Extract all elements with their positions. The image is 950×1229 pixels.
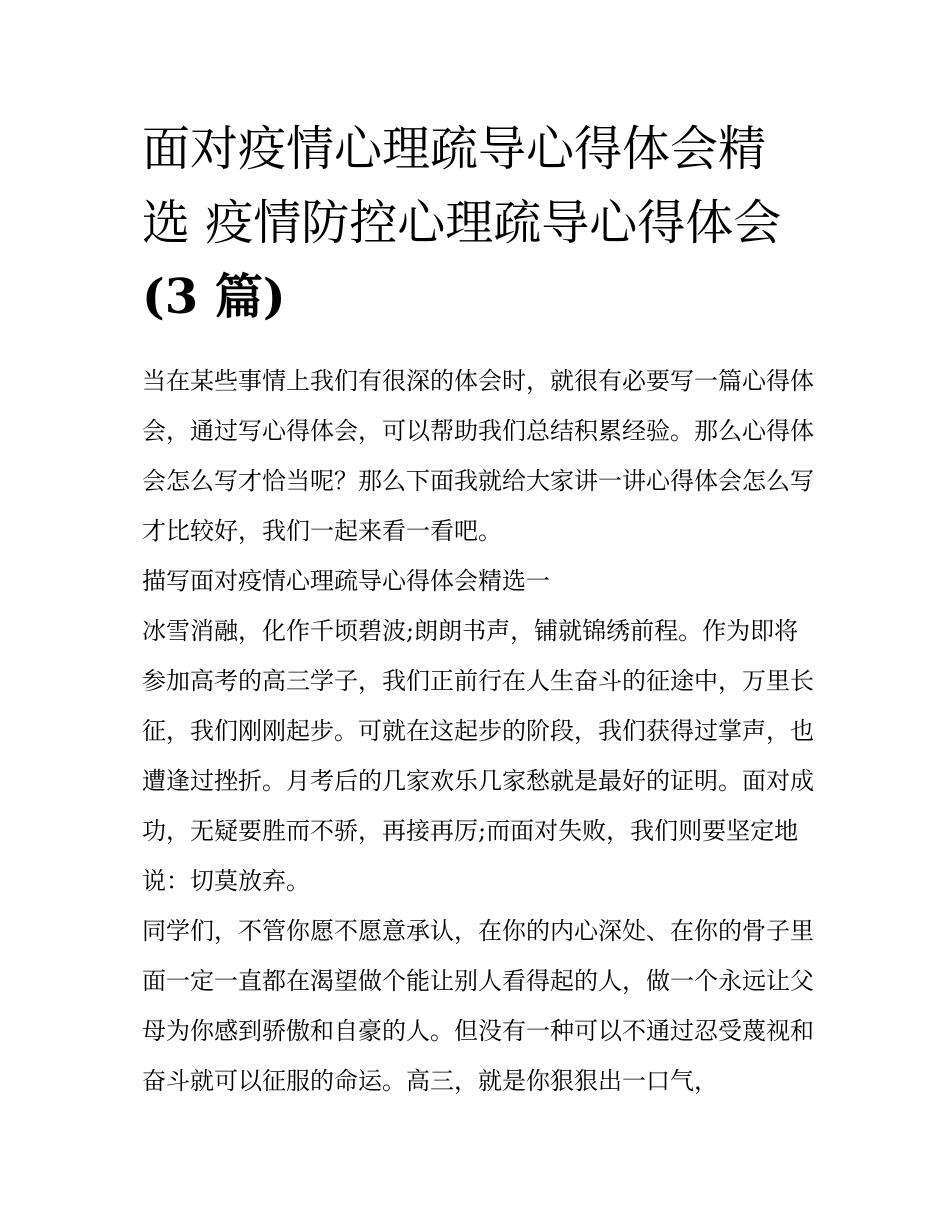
body-paragraph-1: 冰雪消融，化作千顷碧波;朗朗书声，铺就锦绣前程。作为即将参加高考的高三学子，我们正前行在人生奋斗的征途中，万里长征，我们刚刚起步。可就在这起步的阶段，我们获得过掌声，也遭逢过挫折。月考后的几家欢乐几家愁就是最好的证明。面对成功，无疑要胜而不骄，再接再厉;而面对失败，我们则要坚定地说：切莫放弃。 (142, 617, 814, 895)
title-line-1: 面对疫情心理疏导心得体会精 (142, 121, 767, 177)
title-line-2: 选 疫情防控心理疏导心得体会 (142, 195, 782, 251)
document-body (142, 356, 814, 1106)
section-heading: 描写面对疫情心理疏导心得体会精选一 (142, 567, 550, 595)
body-paragraph-2: 同学们，不管你愿不愿意承认，在你的内心深处、在你的骨子里面一定一直都在渴望做个能让别人看得起的人，做一个永远让父母为你感到骄傲和自豪的人。但没有一种可以不通过忍受蔑视和奋斗就可以征服的命运。高三，就是你狠狠出一口气， (142, 917, 814, 1095)
intro-paragraph: 当在某些事情上我们有很深的体会时，就很有必要写一篇心得体会，通过写心得体会，可以帮助我们总结积累经验。那么心得体会怎么写才恰当呢？那么下面我就给大家讲一讲心得体会怎么写才比较好，我们一起来看一看吧。 (142, 367, 814, 545)
title-line-3: (3 篇) (142, 269, 286, 325)
document-title (142, 112, 812, 334)
